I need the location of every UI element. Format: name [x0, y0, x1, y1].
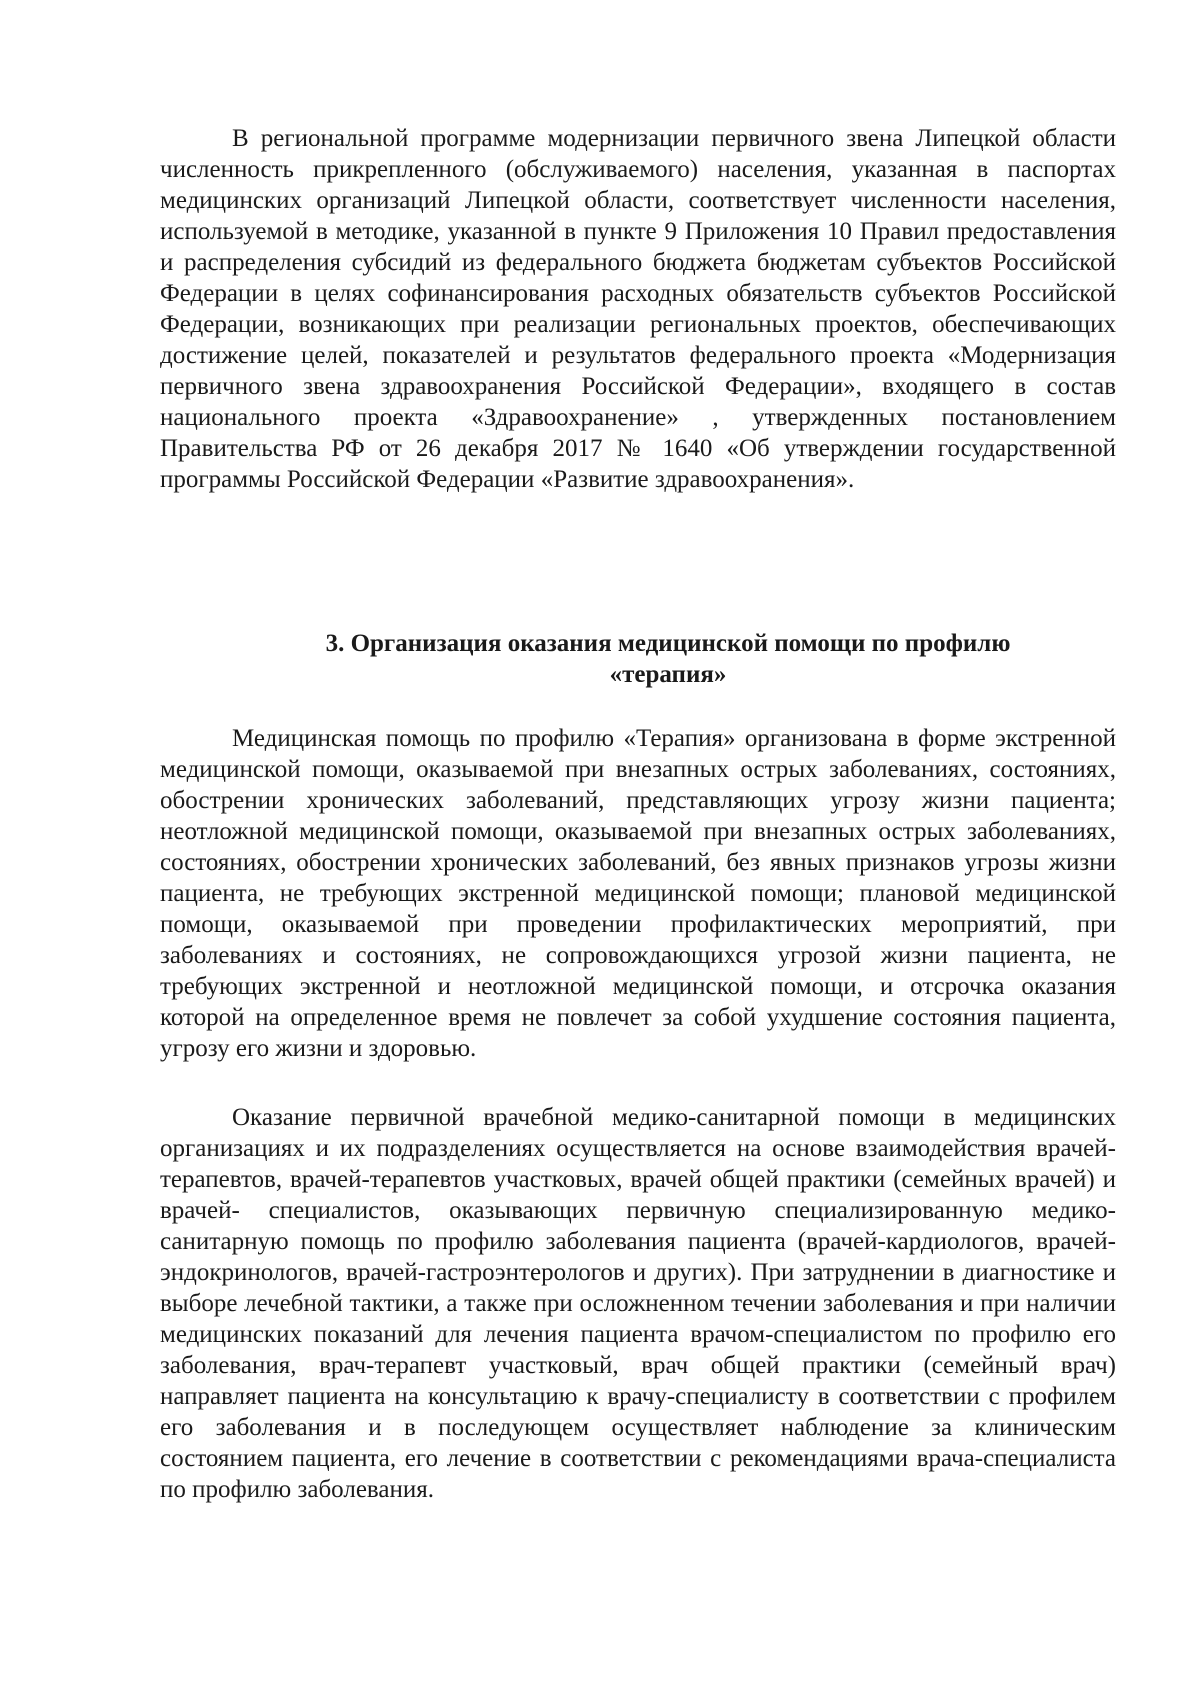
section-heading-line-1: 3. Организация оказания медицинской помощи по профилю	[325, 630, 1011, 657]
paragraph-primary-care-modernization: В региональной программе модернизации первичного звена Липецкой области численность прикрепленного (обслуживаемого) населения, указанная в паспортах медицинских организаций Липецкой области, соответствует численности населения, используемой в методике, указанной в пункте 9 Приложения 10 Правил предоставления и распределения субсидий из федерального бюджета бюджетам субъектов Российской Федерации в целях софинансирования расходных обязательств субъектов Российской Федерации, возникающих при реализации региональных проектов, обеспечивающих достижение целей, показателей и результатов федерального проекта «Модернизация первичного звена здравоохранения Российской Федерации», входящего в состав национального проекта «Здравоохранение» , утвержденных постановлением Правительства РФ от 26 декабря 2017 № 1640 «Об утверждении государственной программы Российской Федерации «Развитие здравоохранения».	[160, 125, 1116, 493]
section-heading	[160, 628, 1116, 690]
paragraph-therapy-care-forms: Медицинская помощь по профилю «Терапия» организована в форме экстренной медицинской помощи, оказываемой при внезапных острых заболеваниях, состояниях, обострении хронических заболеваний, представляющих угрозу жизни пациента; неотложной медицинской помощи, оказываемой при внезапных острых заболеваниях, состояниях, обострении хронических заболеваний, без явных признаков угрозы жизни пациента, не требующих экстренной медицинской помощи; плановой медицинской помощи, оказываемой при проведении профилактических мероприятий, при заболеваниях и состояниях, не сопровождающихся угрозой жизни пациента, не требующих экстренной и неотложной медицинской помощи, и отсрочка оказания которой на определенное время не повлечет за собой ухудшение состояния пациента, угрозу его жизни и здоровью.	[160, 725, 1116, 1062]
paragraph-primary-care-interaction: Оказание первичной врачебной медико-санитарной помощи в медицинских организациях и их подразделениях осуществляется на основе взаимодействия врачей-терапевтов, врачей-терапевтов участковых, врачей общей практики (семейных врачей) и врачей- специалистов, оказывающих первичную специализированную медико-санитарную помощь по профилю заболевания пациента (врачей-кардиологов, врачей-эндокринологов, врачей-гастроэнтерологов и других). При затруднении в диагностике и выборе лечебной тактики, а также при осложненном течении заболевания и при наличии медицинских показаний для лечения пациента врачом-специалистом по профилю его заболевания, врач-терапевт участковый, врач общей практики (семейный врач) направляет пациента на консультацию к врачу-специалисту в соответствии с профилем его заболевания и в последующем осуществляет наблюдение за клиническим состоянием пациента, его лечение в соответствии с рекомендациями врача-специалиста по профилю заболевания.	[160, 1104, 1116, 1503]
section-heading-line-2: «терапия»	[609, 661, 727, 688]
